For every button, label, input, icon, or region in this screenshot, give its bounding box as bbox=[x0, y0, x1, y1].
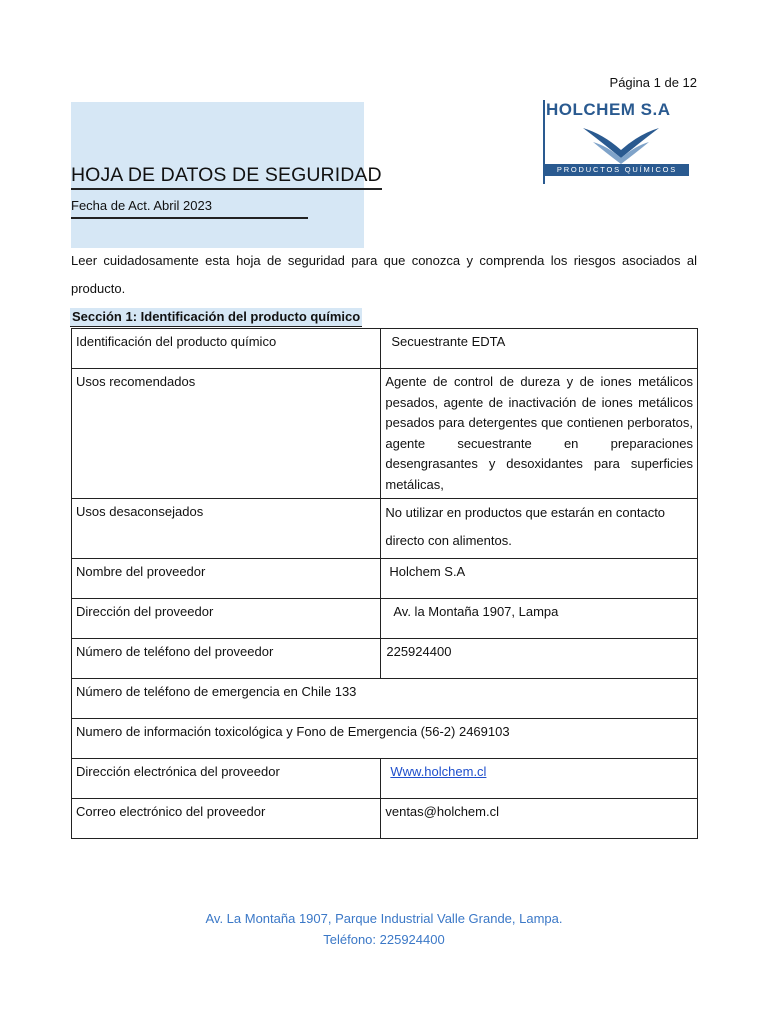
table-row bbox=[72, 639, 698, 679]
table-row bbox=[72, 369, 698, 499]
intro-paragraph: Leer cuidadosamente esta hoja de seguridad para que conozca y comprenda los riesgos asociados al producto. bbox=[71, 253, 697, 296]
supplier-name: Holchem S.A bbox=[389, 564, 466, 579]
footer-address: Av. La Montaña 1907, Parque Industrial Valle Grande, Lampa. bbox=[205, 911, 563, 926]
row-label: Correo electrónico del proveedor bbox=[72, 799, 381, 839]
product-name: Secuestrante EDTA bbox=[391, 334, 506, 349]
table-row bbox=[72, 759, 698, 799]
row-label: Dirección electrónica del proveedor bbox=[72, 759, 381, 799]
row-label: Usos recomendados bbox=[72, 369, 381, 499]
supplier-phone: 225924400 bbox=[386, 644, 452, 659]
table-row bbox=[72, 679, 698, 719]
page-number: Página 1 de 12 bbox=[609, 75, 697, 90]
row-value bbox=[381, 599, 698, 639]
row-value bbox=[381, 559, 698, 599]
supplier-address: Av. la Montaña 1907, Lampa bbox=[393, 604, 559, 619]
row-value bbox=[381, 329, 698, 369]
section-1-heading: Sección 1: Identificación del producto químico bbox=[70, 308, 362, 327]
emergency-phone-row: Número de teléfono de emergencia en Chile 133 bbox=[72, 679, 698, 719]
table-row bbox=[72, 799, 698, 839]
update-date: Fecha de Act. Abril 2023 bbox=[71, 197, 308, 219]
row-label: Usos desaconsejados bbox=[72, 499, 381, 559]
table-row bbox=[72, 559, 698, 599]
table-row bbox=[72, 329, 698, 369]
document-title: HOJA DE DATOS DE SEGURIDAD bbox=[71, 163, 382, 190]
logo-wordmark: HOLCHEM S.A bbox=[546, 100, 671, 119]
row-value bbox=[381, 639, 698, 679]
table-row bbox=[72, 719, 698, 759]
toxicology-phone-row: Numero de información toxicológica y Fono de Emergencia (56-2) 2469103 bbox=[72, 719, 698, 759]
row-value bbox=[381, 759, 698, 799]
company-logo bbox=[543, 100, 690, 184]
row-label: Nombre del proveedor bbox=[72, 559, 381, 599]
website-link[interactable]: Www.holchem.cl bbox=[390, 764, 487, 779]
row-value: Agente de control de dureza y de iones metálicos pesados, agente de inactivación de iones metálicos pesados para detergentes que contienen perboratos, agente secuestrante en preparaciones desengrasantes y desoxidantes para superficies metálicas, bbox=[381, 369, 698, 499]
footer-phone: Teléfono: 225924400 bbox=[323, 932, 445, 947]
logo-tagline: PRODUCTOS QUÍMICOS bbox=[545, 164, 689, 176]
product-identification-table bbox=[71, 328, 698, 839]
table-row bbox=[72, 499, 698, 559]
table-row bbox=[72, 599, 698, 639]
row-label: Número de teléfono del proveedor bbox=[72, 639, 381, 679]
row-label: Dirección del proveedor bbox=[72, 599, 381, 639]
row-value: No utilizar en productos que estarán en contacto directo con alimentos. bbox=[381, 499, 698, 559]
row-value: ventas@holchem.cl bbox=[381, 799, 698, 839]
row-label: Identificación del producto químico bbox=[72, 329, 381, 369]
